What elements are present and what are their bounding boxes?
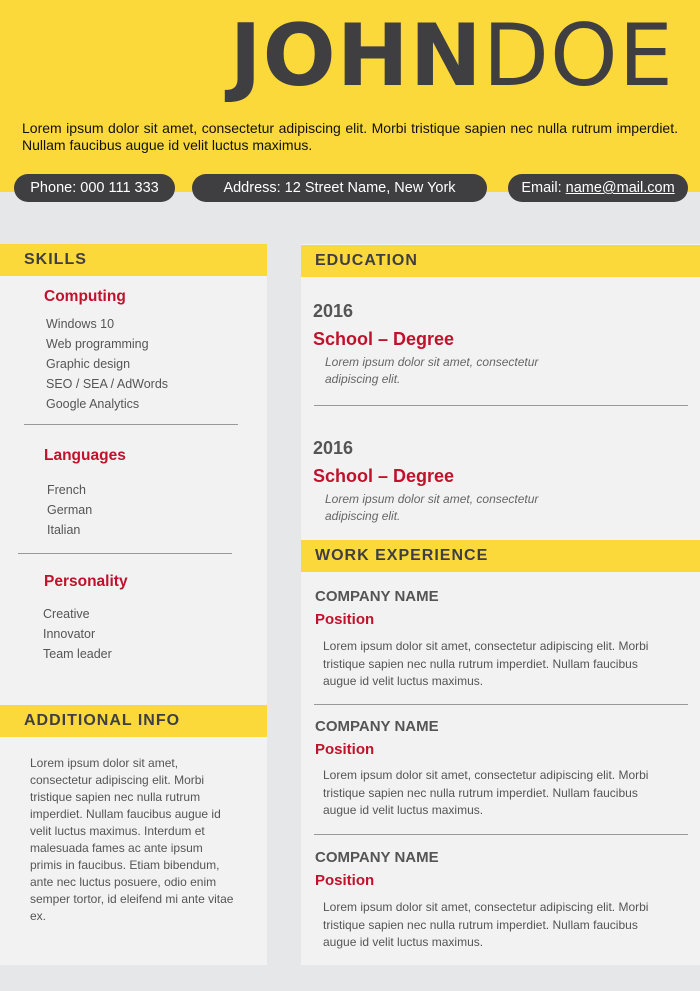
phone-pill: Phone: 000 111 333 [14, 174, 175, 202]
email-pill [508, 174, 688, 202]
education-degree: School – Degree [313, 329, 455, 349]
job-desc: Lorem ipsum dolor sit amet, consectetur adipiscing elit. Morbi tristique sapien nec nulla rutrum imperdiet. Nullam faucibus augue id velit luctus maximus. [323, 639, 649, 688]
skill-item: Innovator [43, 627, 96, 641]
email-label: Email: [521, 180, 566, 196]
education-desc: Lorem ipsum dolor sit amet, consectetur adipiscing elit. [325, 492, 539, 523]
skill-item: Italian [47, 523, 81, 537]
job-desc: Lorem ipsum dolor sit amet, consectetur adipiscing elit. Morbi tristique sapien nec nulla rutrum imperdiet. Nullam faucibus augue id velit luctus maximus. [323, 900, 649, 949]
job-position: Position [315, 741, 375, 758]
skill-item: German [47, 503, 93, 517]
education-heading: EDUCATION [301, 245, 700, 277]
skill-item: Graphic design [46, 357, 131, 371]
skill-item: Creative [43, 607, 90, 621]
divider [314, 834, 688, 835]
header-banner [0, 0, 700, 192]
skills-group-title: Personality [44, 573, 128, 590]
skills-group-title: Languages [44, 447, 126, 464]
intro-text: Lorem ipsum dolor sit amet, consectetur adipiscing elit. Morbi tristique sapien nec nulla rutrum imperdiet. Nullam faucibus augue id velit luctus maximus. [22, 120, 678, 153]
additional-info-text: Lorem ipsum dolor sit amet, consectetur adipiscing elit. Morbi tristique sapien nec nulla rutrum imperdiet. Nullam faucibus augue id velit luctus maximus. Interdum et malesuada fames ac ante ipsum primis in faucibus. Etiam bibendum, ante nec luctus posuere, odio enim semper tortor, id eleifend mi ante vitae ex. [30, 756, 234, 923]
divider [24, 424, 238, 425]
skill-item: Web programming [46, 337, 149, 351]
skill-item: Google Analytics [46, 397, 140, 411]
full-name [230, 6, 674, 106]
skill-item: French [47, 483, 86, 497]
skills-group-title: Computing [44, 288, 126, 305]
education-year: 2016 [313, 438, 354, 458]
company-name: COMPANY NAME [315, 718, 439, 735]
skill-item: Team leader [43, 647, 112, 661]
company-name: COMPANY NAME [315, 849, 439, 866]
skills-heading: SKILLS [0, 244, 267, 276]
address-pill: Address: 12 Street Name, New York [192, 174, 487, 202]
work-experience-heading: WORK EXPERIENCE [301, 540, 700, 572]
job-position: Position [315, 611, 375, 628]
divider [314, 405, 688, 406]
first-name: JOHN [229, 6, 483, 106]
education-year: 2016 [313, 301, 354, 321]
job-position: Position [315, 872, 375, 889]
skill-item: SEO / SEA / AdWords [46, 377, 169, 391]
company-name: COMPANY NAME [315, 588, 439, 605]
skill-item: Windows 10 [46, 317, 115, 331]
last-name: DOE [482, 6, 674, 106]
divider [18, 553, 232, 554]
additional-info-heading: ADDITIONAL INFO [0, 705, 267, 737]
education-desc: Lorem ipsum dolor sit amet, consectetur adipiscing elit. [325, 355, 539, 386]
divider [314, 704, 688, 705]
job-desc: Lorem ipsum dolor sit amet, consectetur adipiscing elit. Morbi tristique sapien nec nulla rutrum imperdiet. Nullam faucibus augue id velit luctus maximus. [323, 768, 649, 817]
education-degree: School – Degree [313, 466, 455, 486]
email-link[interactable]: name@mail.com [565, 180, 675, 196]
